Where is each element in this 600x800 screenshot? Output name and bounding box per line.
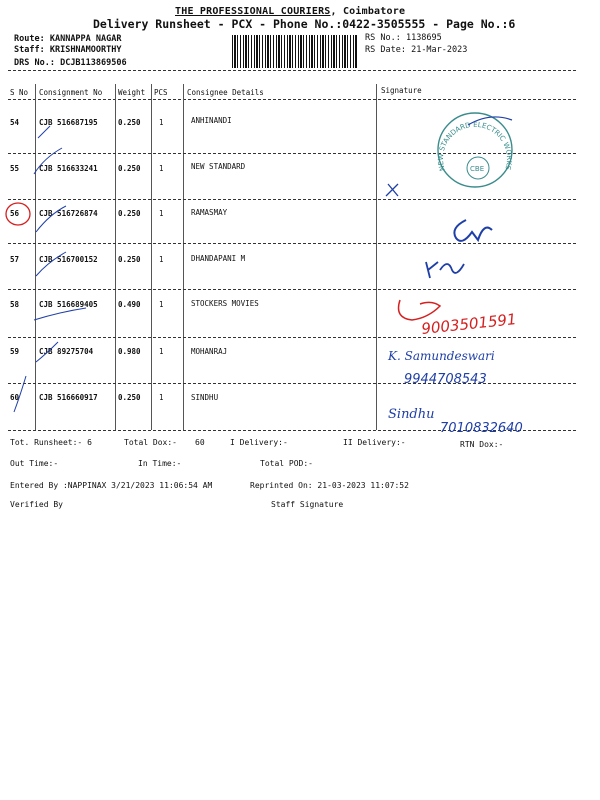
rs-date-value: 21-Mar-2023 [411,45,468,55]
tick-mark [36,342,58,362]
staff-signature: Staff Signature [271,500,344,509]
row-pcs: 1 [159,255,164,264]
row-consignee: ANHINANDI [191,116,232,125]
row-sno: 60 [10,393,20,402]
signature-58 [399,300,441,320]
in-time: In Time:- [138,459,182,468]
i-delivery: I Delivery:- [230,438,288,447]
tick-mark [36,206,66,232]
row-consignee: RAMASMAY [191,208,228,217]
row-consignment: CJB 516687195 [39,118,98,127]
red-circle-mark [6,203,30,225]
route-value: KANNAPPA NAGAR [49,34,122,44]
tick-mark [38,126,50,138]
signature-55 [386,184,398,196]
out-time: Out Time:- [10,459,59,468]
row-consignee: MOHANRAJ [191,347,228,356]
route-label: Route: [14,34,45,44]
company-name-text: THE PROFESSIONAL COURIERS [175,6,331,17]
row-sno: 57 [10,255,20,264]
row-sno: 56 [10,209,20,218]
total-dox-label: Total Dox:- [124,438,177,447]
drs-value: DCJB113869506 [60,58,127,68]
row-pcs: 1 [159,393,164,402]
row-weight: 0.250 [118,393,141,402]
row-pcs: 1 [159,118,164,127]
verified-by: Verified By [10,500,63,509]
signature-57 [426,262,464,278]
ii-delivery: II Delivery:- [343,438,406,447]
signature-56 [454,220,492,241]
name-59: K. Samundeswari [388,349,495,363]
row-consignment: CJB 516700152 [39,255,98,264]
reprinted-on: Reprinted On: 21-03-2023 11:07:52 [250,481,409,490]
row-pcs: 1 [159,300,164,309]
row-consignment: CJB 516660917 [39,393,98,402]
phone-58: 9003501591 [420,310,518,338]
row-consignment: CJB 516633241 [39,164,98,173]
row-sno: 59 [10,347,20,356]
row-weight: 0.250 [118,255,141,264]
row-weight: 0.490 [118,300,141,309]
row-pcs: 1 [159,347,164,356]
col-consignment: Consignment No [39,88,103,97]
row-sno: 54 [10,118,20,127]
company-city: , Coimbatore [330,6,406,17]
row-consignment: CJB 516726874 [39,209,98,218]
stamp-text: NEW STANDARD ELECTRIC WORKS [436,120,514,172]
drs-label: DRS No.: [14,58,55,68]
row-sno: 58 [10,300,20,309]
stamp-center-text: CBE [470,165,485,173]
staff-label: Staff: [14,45,45,55]
row-consignee: NEW STANDARD [191,162,246,171]
phone-59: 9944708543 [404,372,487,387]
runsheet-title: Delivery Runsheet - PCX - Phone No.:0422-3505555 - Page No.:6 [93,17,516,31]
col-weight: Weight [118,88,146,97]
tick-mark [36,252,66,276]
row-weight: 0.980 [118,347,141,356]
col-sno: S No [10,88,29,97]
row-consignee: DHANDAPANI M [191,254,246,263]
staff-value: KRISHNAMOORTHY [49,45,122,55]
row-consignee: SINDHU [191,393,219,402]
name-60: Sindhu [388,407,435,422]
row-pcs: 1 [159,164,164,173]
row-weight: 0.250 [118,164,141,173]
row-pcs: 1 [159,209,164,218]
col-pcs: PCS [154,88,168,97]
total-pod: Total POD:- [260,459,313,468]
rs-no-value: 1138695 [405,33,442,43]
row-sno: 55 [10,164,20,173]
rs-date-label: RS Date: [365,45,406,55]
rtn-dox: RTN Dox:- [460,440,504,449]
tick-mark [14,376,26,412]
row-consignment: CJB 516689405 [39,300,98,309]
col-consignee: Consignee Details [187,88,264,97]
row-weight: 0.250 [118,209,141,218]
row-consignee: STOCKERS MOVIES [191,299,259,308]
phone-60: 7010832640 [440,421,523,436]
col-signature: Signature [381,86,422,95]
row-consignment: CJB 89275704 [39,347,94,356]
total-dox-value: 60 [195,438,205,447]
rs-no-label: RS No.: [365,33,401,43]
tick-mark [34,148,62,174]
tick-mark [34,308,86,320]
entered-by: Entered By :NAPPINAX 3/21/2023 11:06:54 AM [10,481,213,490]
company-stamp [437,113,513,187]
row-weight: 0.250 [118,118,141,127]
total-runsheet: Tot. Runsheet:- 6 [10,438,92,447]
